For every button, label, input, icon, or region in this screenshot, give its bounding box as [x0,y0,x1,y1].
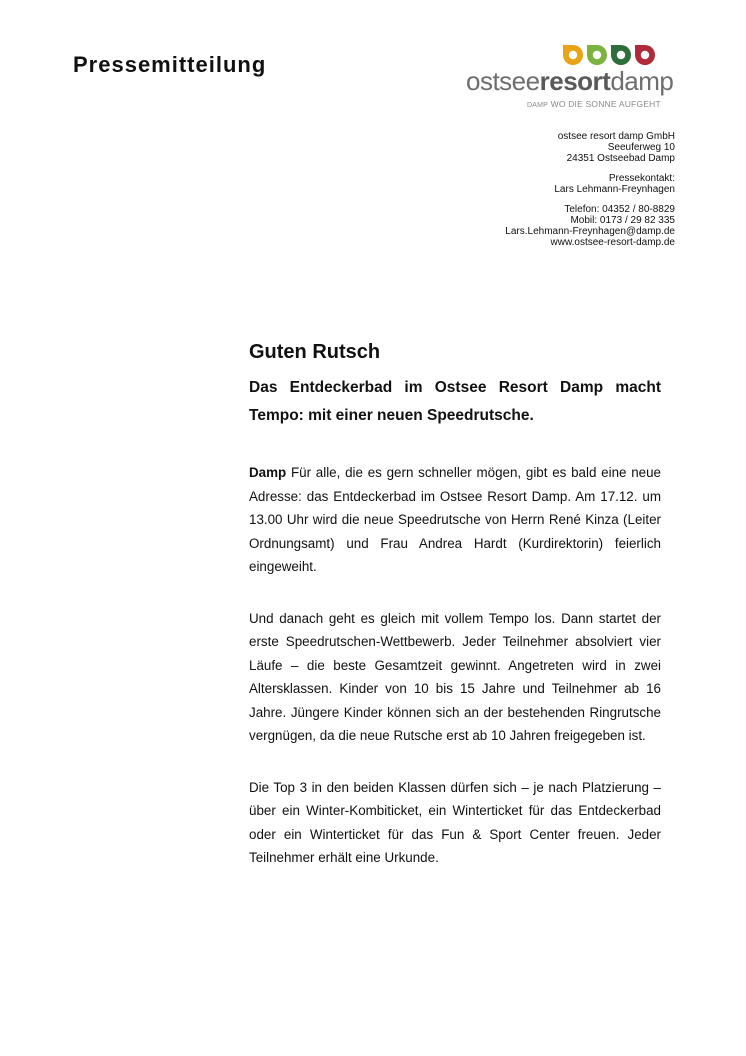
logo-drop-hole-3 [617,51,625,59]
contact-mobile: Mobil: 0173 / 29 82 335 [570,215,675,226]
logo-drop-hole-1 [569,51,577,59]
paragraph-dateline: Damp [249,465,287,480]
press-article [249,339,661,898]
paragraph-1-text: Für alle, die es gern schneller mögen, gibt es bald eine neue Adresse: das Entdeckerbad im Ostsee Resort Damp. Am 17.12. um 13.00 Uhr wird die neue Speedrutsche von Herrn René Kinza (Leiter Ordnungsamt) und Frau Andrea Hardt (Kurdirektorin) feierlich eingeweiht. [249,465,661,574]
press-contact-label: Pressekontakt: [608,173,675,184]
logo-drop-hole-4 [641,51,649,59]
article-paragraph-2: Und danach geht es gleich mit vollem Tempo los. Dann startet der erste Speedrutschen-Wettbewerb. Jeder Teilnehmer absolviert vier Läufe – die beste Gesamtzeit gewinnt. Angetreten wird in zwei Altersklassen. Kinder von 10 bis 15 Jahre und Teilnehmer ab 16 Jahre. Jüngere Kinder können sich an der bestehenden Ringrutsche vergnügen, da die neue Rutsche erst ab 10 Jahren freigegeben ist. [249,610,661,743]
company-street: Seeuferweg 10 [607,142,675,153]
logo-wordmark-ostsee: ostsee [466,66,540,96]
logo-wordmark-resort: resort [539,66,611,96]
document-type-title: Pressemitteilung [73,52,267,77]
logo-wordmark [466,67,673,95]
logo-drops-icon [561,43,661,67]
article-headline: Guten Rutsch [249,341,381,363]
contact-phone: Telefon: 04352 / 80-8829 [564,204,675,215]
logo-drop-hole-2 [593,51,601,59]
company-name: ostsee resort damp GmbH [557,131,675,142]
logo-tagline-text: WO DIE SONNE AUFGEHT [548,99,661,109]
contact-email-link[interactable]: Lars.Lehmann-Freynhagen@damp.de [505,226,675,237]
logo-tagline [527,99,661,109]
article-subheadline: Das Entdeckerbad im Ostsee Resort Damp macht Tempo: mit einer neuen Speedrutsche. [249,379,661,424]
article-paragraph-3: Die Top 3 in den beiden Klassen dürfen sich – je nach Platzierung – über ein Winter-Kombiticket, ein Winterticket für das Entdeckerbad oder ein Winterticket für das Fun & Sport Center freuen. Jeder Teilnehmer erhält eine Urkunde. [249,779,661,865]
press-contact-name: Lars Lehmann-Freynhagen [554,184,675,195]
company-address [415,131,675,164]
company-city: 24351 Ostseebad Damp [566,153,675,164]
logo-wordmark-damp: damp [610,66,674,96]
contact-website-link[interactable]: www.ostsee-resort-damp.de [550,237,675,248]
contact-block [415,131,675,257]
logo-tagline-brand: DAMP [527,102,549,109]
press-contact [415,173,675,195]
ostsee-resort-damp-logo [462,43,682,115]
article-paragraph-1 [249,461,661,579]
contact-details [415,204,675,248]
article-body [249,461,661,870]
